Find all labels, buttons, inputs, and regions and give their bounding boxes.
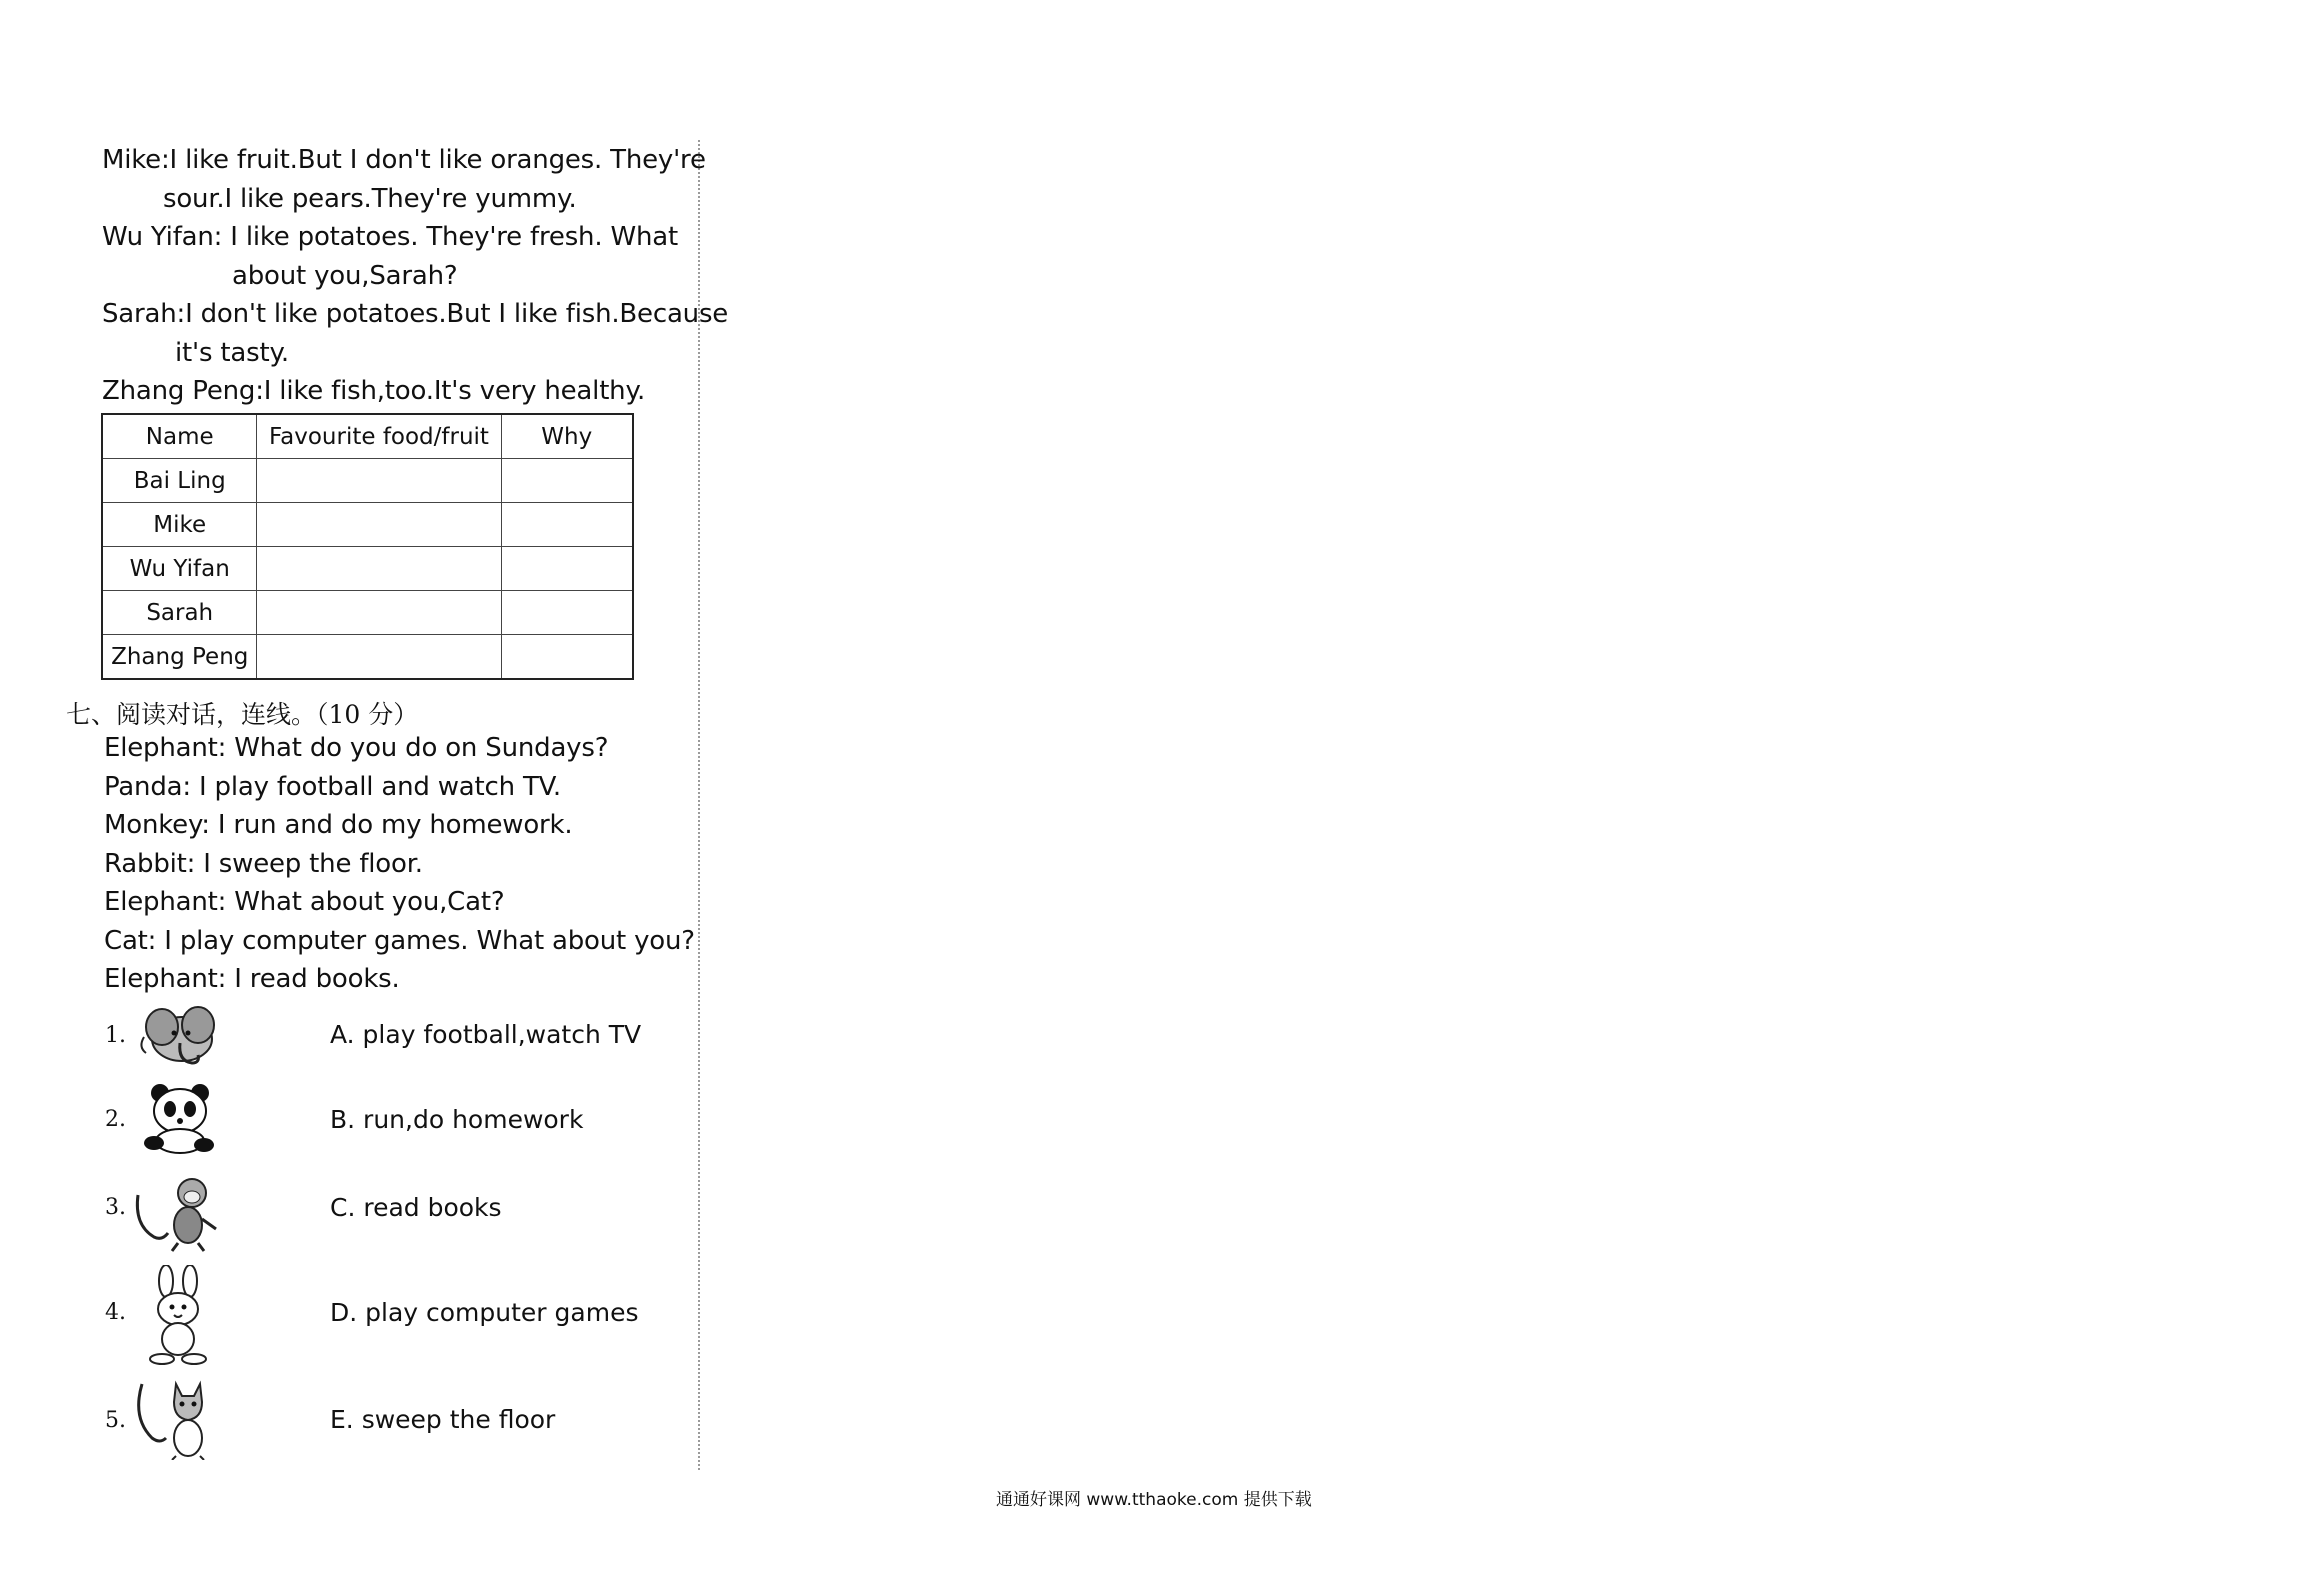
- table-row: [102, 635, 633, 680]
- match-option[interactable]: E. sweep the floor: [330, 1405, 556, 1434]
- answer-cell[interactable]: [257, 503, 501, 547]
- monkey-icon[interactable]: [132, 1175, 227, 1253]
- answer-cell[interactable]: [501, 547, 633, 591]
- table-header: Why: [501, 414, 633, 459]
- dialogue-line: Sarah:I don't like potatoes.But I like fish.Because: [102, 299, 729, 329]
- table-row: [102, 547, 633, 591]
- column-divider: [698, 140, 700, 1470]
- table-row: [102, 503, 633, 547]
- dialogue-line: Elephant: I read books.: [104, 964, 400, 994]
- dialogue-line: Elephant: What about you,Cat?: [104, 887, 505, 917]
- answer-cell[interactable]: [257, 591, 501, 635]
- match-option[interactable]: C. read books: [330, 1193, 502, 1222]
- table-row: [102, 459, 633, 503]
- table-header: Name: [102, 414, 257, 459]
- item-number: 1.: [105, 1023, 126, 1048]
- dialogue-line: Mike:I like fruit.But I don't like oranges. They're: [102, 145, 706, 175]
- dialogue-line: Rabbit: I sweep the floor.: [104, 849, 423, 879]
- answer-cell[interactable]: [501, 459, 633, 503]
- answer-cell[interactable]: [501, 591, 633, 635]
- name-cell: Zhang Peng: [102, 635, 257, 680]
- dialogue-line: sour.I like pears.They're yummy.: [163, 184, 577, 214]
- dialogue-line: about you,Sarah?: [232, 261, 458, 291]
- dialogue-line: Panda: I play football and watch TV.: [104, 772, 561, 802]
- match-option[interactable]: D. play computer games: [330, 1298, 639, 1327]
- match-option[interactable]: A. play football,watch TV: [330, 1020, 642, 1049]
- rabbit-icon[interactable]: [132, 1265, 227, 1365]
- answer-cell[interactable]: [501, 503, 633, 547]
- answer-cell[interactable]: [257, 459, 501, 503]
- answer-table: [101, 413, 634, 680]
- answer-cell[interactable]: [257, 547, 501, 591]
- table-header-row: [102, 414, 633, 459]
- name-cell: Wu Yifan: [102, 547, 257, 591]
- item-number: 3.: [105, 1195, 126, 1220]
- match-option[interactable]: B. run,do homework: [330, 1105, 584, 1134]
- dialogue-line: Monkey: I run and do my homework.: [104, 810, 573, 840]
- table-header: Favourite food/fruit: [257, 414, 501, 459]
- item-number: 2.: [105, 1107, 126, 1132]
- dialogue-line: it's tasty.: [175, 338, 289, 368]
- answer-cell[interactable]: [501, 635, 633, 680]
- dialogue-line: Cat: I play computer games. What about you?: [104, 926, 695, 956]
- footer-watermark: 通通好课网 www.tthaoke.com 提供下载: [996, 1490, 1312, 1510]
- cat-icon[interactable]: [132, 1378, 227, 1460]
- item-number: 5.: [105, 1408, 126, 1433]
- panda-icon[interactable]: [132, 1083, 227, 1155]
- dialogue-line: Elephant: What do you do on Sundays?: [104, 733, 609, 763]
- name-cell: Mike: [102, 503, 257, 547]
- name-cell: Sarah: [102, 591, 257, 635]
- elephant-icon[interactable]: [132, 1003, 227, 1071]
- dialogue-line: Zhang Peng:I like fish,too.It's very healthy.: [102, 376, 646, 406]
- name-cell: Bai Ling: [102, 459, 257, 503]
- answer-cell[interactable]: [257, 635, 501, 680]
- dialogue-line: Wu Yifan: I like potatoes. They're fresh. What: [102, 222, 678, 252]
- section-title: 七、阅读对话，连线。（10 分）: [66, 700, 419, 729]
- item-number: 4.: [105, 1300, 126, 1325]
- table-row: [102, 591, 633, 635]
